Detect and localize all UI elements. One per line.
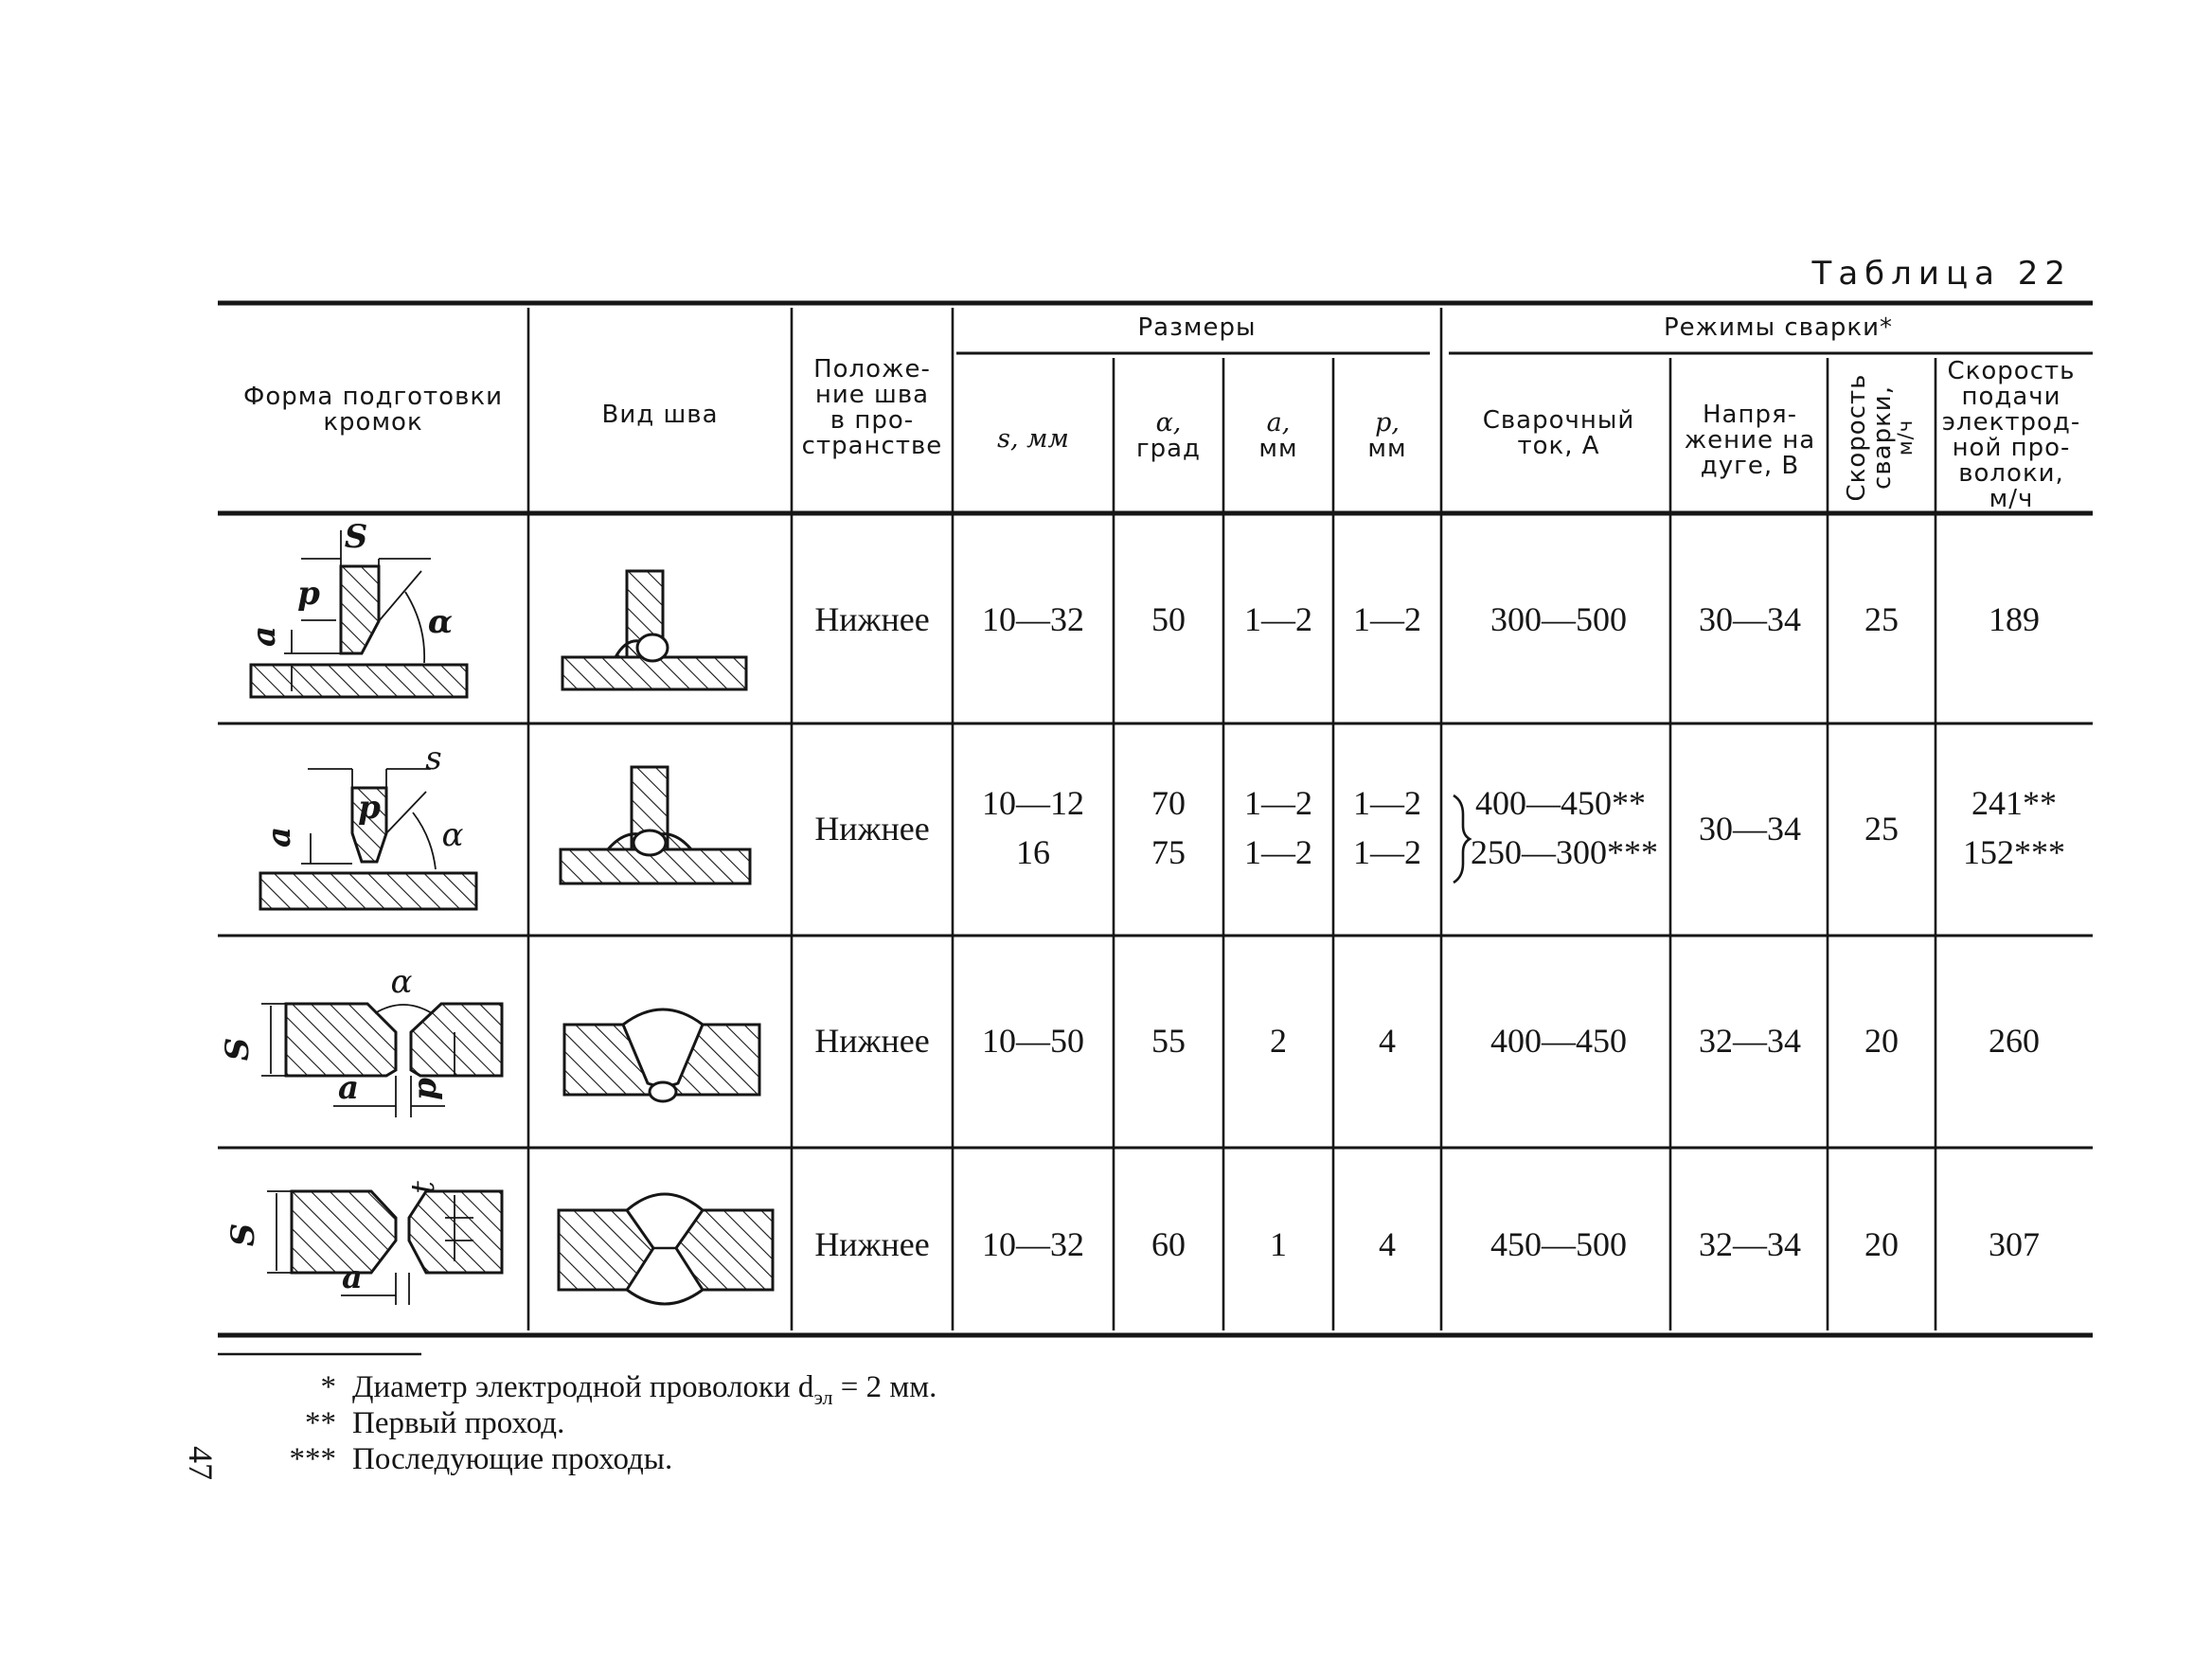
weld-view-tee (561, 767, 750, 884)
cell-napr: 30—34 (1699, 810, 1801, 848)
brace-icon (1454, 795, 1470, 883)
svg-text:м/ч: м/ч (1894, 419, 1917, 456)
dim-label-t: t (404, 1181, 442, 1194)
header-a-1: a, (1266, 408, 1291, 437)
header-skorost-svarki (1843, 374, 1917, 502)
dim-label-p: p (406, 1078, 444, 1100)
cell-p-1: 1—2 (1353, 784, 1421, 822)
svg-text:сварки,: сварки, (1868, 385, 1897, 490)
table-header (243, 313, 2080, 513)
table-row (245, 518, 2040, 697)
cell-polozhenie: Нижнее (814, 810, 930, 848)
header-polozhenie-1: Положе- (813, 355, 931, 384)
dim-label-p: p (358, 789, 381, 827)
dim-label-a: a (245, 625, 283, 648)
header-polozhenie-4: странстве (801, 432, 943, 460)
table-title: Таблица 22 (1811, 255, 2072, 293)
cell-s-1: 10—12 (982, 784, 1084, 822)
dim-label-alpha: α (390, 963, 413, 1001)
cell-a: 1—2 (1244, 600, 1312, 638)
header-podacha-3: электрод- (1941, 408, 2081, 437)
header-alpha-2: град (1135, 435, 1202, 463)
dim-label-a: a (260, 826, 298, 848)
cell-alpha-2: 75 (1151, 833, 1186, 871)
cell-alpha-1: 70 (1151, 784, 1186, 822)
cell-s: 10—32 (982, 1225, 1084, 1263)
cell-podacha: 307 (1989, 1225, 2040, 1263)
cell-podacha: 189 (1989, 600, 2040, 638)
cell-alpha: 55 (1151, 1022, 1186, 1060)
cell-tok: 400—450 (1490, 1022, 1627, 1060)
cell-p: 1—2 (1353, 600, 1421, 638)
header-alpha-1: α, (1155, 408, 1182, 437)
weld-view-butt-v (564, 1009, 759, 1101)
dim-label-p: p (297, 575, 320, 613)
cell-napr: 32—34 (1699, 1225, 1801, 1263)
cell-alpha: 50 (1151, 600, 1186, 638)
header-p-1: p, (1375, 408, 1400, 437)
header-napr-2: жение на (1684, 426, 1816, 455)
cell-napr: 32—34 (1699, 1022, 1801, 1060)
cell-tok-1: 400—450** (1475, 784, 1646, 822)
cell-tok-2: 250—300*** (1471, 833, 1658, 871)
header-forma-line-1: Форма подготовки (242, 383, 504, 411)
footnote-1: Диаметр электродной проволоки $d_{эл} = 2$ мм. (352, 1370, 937, 1409)
cell-podacha-1: 241** (1971, 784, 2057, 822)
cell-a-2: 1—2 (1244, 833, 1312, 871)
cell-p: 4 (1379, 1022, 1396, 1060)
footnote-mark-2: ** (305, 1406, 336, 1440)
cell-s: 10—50 (982, 1022, 1084, 1060)
header-a-2: мм (1258, 435, 1298, 463)
cell-skorost: 20 (1864, 1022, 1899, 1060)
weld-view-butt-x (559, 1194, 773, 1304)
header-tok-1: Сварочный (1482, 406, 1635, 435)
dim-label-s: S (224, 1223, 262, 1247)
cell-skorost: 25 (1864, 810, 1899, 848)
header-polozhenie-3: в про- (830, 406, 915, 435)
cell-a: 2 (1270, 1022, 1287, 1060)
cell-polozhenie: Нижнее (814, 600, 930, 638)
edge-prep-diagram-butt-v (219, 963, 502, 1117)
cell-p: 4 (1379, 1225, 1396, 1263)
dim-label-a: a (337, 1069, 360, 1107)
header-podacha-6: м/ч (1989, 485, 2034, 513)
cell-a: 1 (1270, 1225, 1287, 1263)
page-number: 47 (182, 1446, 220, 1480)
dim-label-s: s (425, 740, 442, 777)
dim-label-alpha: α (427, 603, 454, 641)
cell-polozhenie: Нижнее (814, 1225, 930, 1263)
header-forma-line-2: кромок (323, 408, 423, 437)
header-razmery: Размеры (1137, 313, 1257, 342)
header-tok-2: ток, А (1517, 432, 1600, 460)
dim-label-a: a (341, 1258, 364, 1296)
cell-tok: 300—500 (1490, 600, 1627, 638)
cell-skorost: 20 (1864, 1225, 1899, 1263)
cell-podacha: 260 (1989, 1022, 2040, 1060)
footnote-mark-3: *** (289, 1442, 336, 1476)
cell-a-1: 1—2 (1244, 784, 1312, 822)
header-p-2: мм (1367, 435, 1407, 463)
header-napr-3: дуге, В (1700, 452, 1800, 480)
cell-s: 10—32 (982, 600, 1084, 638)
header-vid: Вид шва (601, 401, 719, 429)
edge-prep-diagram-tee-double-bevel (260, 740, 476, 909)
dim-label-s: S (344, 518, 368, 556)
header-s: s, мм (997, 424, 1069, 454)
header-podacha-5: волоки, (1958, 459, 2064, 488)
header-podacha-1: Скорость (1947, 357, 2076, 385)
header-napr-1: Напря- (1702, 401, 1798, 429)
table-row (219, 963, 2040, 1117)
cell-napr: 30—34 (1699, 600, 1801, 638)
footnotes (290, 1370, 937, 1476)
header-podacha-4: ной про- (1952, 434, 2071, 462)
cell-podacha-2: 152*** (1963, 833, 2065, 871)
dim-label-s: S (219, 1037, 257, 1062)
dim-label-alpha: α (441, 816, 464, 854)
edge-prep-diagram-tee-single-bevel (245, 518, 467, 697)
cell-alpha: 60 (1151, 1225, 1186, 1263)
footnote-3: Последующие проходы. (352, 1442, 673, 1476)
edge-prep-diagram-butt-x (224, 1181, 502, 1305)
svg-text:Скорость: Скорость (1843, 373, 1871, 502)
header-rezhimy: Режимы сварки* (1663, 313, 1894, 342)
cell-skorost: 25 (1864, 600, 1899, 638)
weld-view-tee (562, 571, 746, 689)
table-row (224, 1181, 2040, 1305)
cell-tok: 450—500 (1490, 1225, 1627, 1263)
table-row (260, 740, 2065, 909)
header-polozhenie-2: ние шва (814, 381, 930, 409)
header-podacha-2: подачи (1961, 383, 2061, 411)
footnote-2: Первый проход. (352, 1406, 565, 1440)
cell-p-2: 1—2 (1353, 833, 1421, 871)
cell-s-2: 16 (1016, 833, 1050, 871)
cell-polozhenie: Нижнее (814, 1022, 930, 1060)
footnote-mark-1: * (320, 1370, 336, 1404)
